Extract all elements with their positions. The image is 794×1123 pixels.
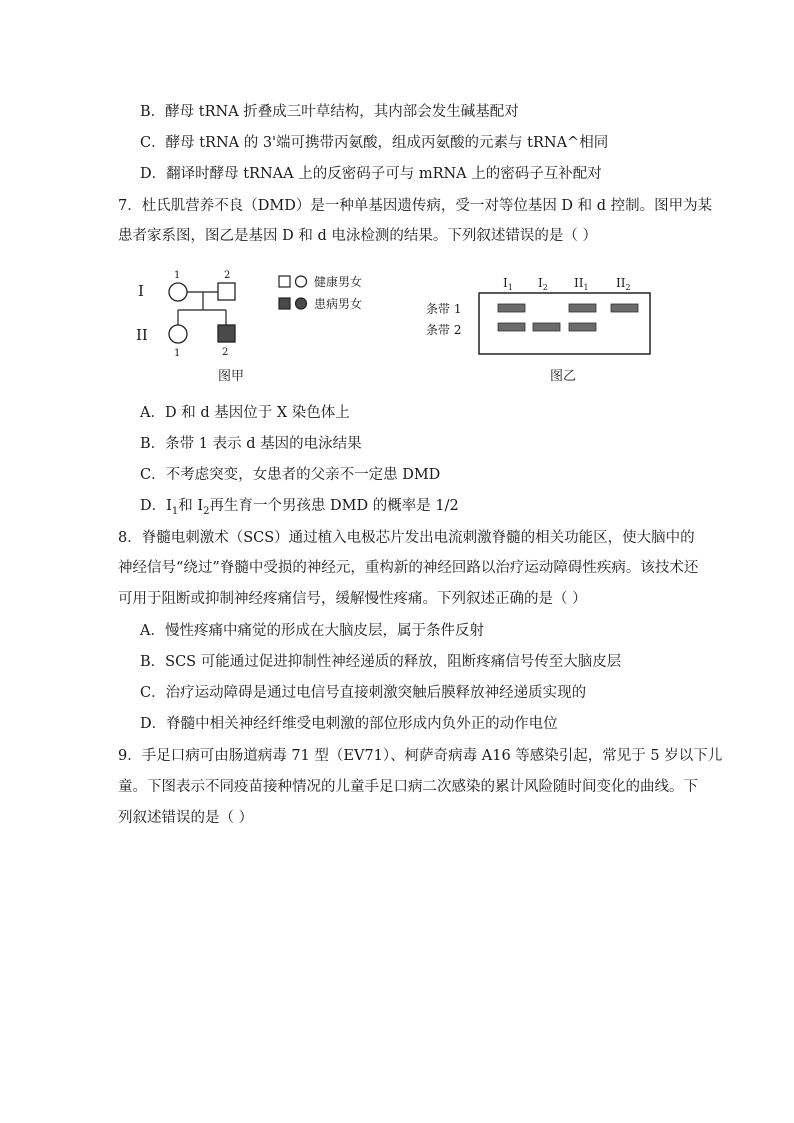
gel-lane-label: $I_1$ bbox=[503, 276, 513, 292]
pedigree-num-II2: 2 bbox=[222, 347, 229, 358]
q8-option-c: C．治疗运动障碍是通过电信号直接刺激突触后膜释放神经递质实现的 bbox=[140, 685, 587, 701]
pedigree-figure bbox=[130, 262, 380, 387]
band1-label: 条带 1 bbox=[426, 302, 462, 316]
q7-option-d-mid: 和 I bbox=[178, 498, 204, 514]
q8-option-a: A．慢性疼痛中痛觉的形成在大脑皮层，属于条件反射 bbox=[140, 623, 484, 639]
q7-option-b: B．条带 1 表示 d 基因的电泳结果 bbox=[140, 436, 362, 452]
q7-option-d-sub2: 2 bbox=[203, 505, 210, 517]
q7-option-d-prefix: D．I bbox=[140, 498, 172, 514]
pedigree-num-II1: 1 bbox=[174, 348, 181, 359]
legend-healthy-female-icon bbox=[296, 276, 307, 287]
gel-band-2 bbox=[498, 323, 525, 331]
q7-option-a: A．D 和 d 基因位于 X 染色体上 bbox=[140, 405, 350, 421]
gel-band-1 bbox=[611, 304, 638, 312]
q8-stem-line1: 8．脊髓电刺激术（SCS）通过植入电极芯片发出电流刺激脊髓的相关功能区，使大脑中的 bbox=[118, 530, 695, 546]
gel-figure bbox=[420, 268, 670, 386]
gel-lane-label: $I_2$ bbox=[538, 276, 548, 292]
q6-option-b: B．酵母 tRNA 折叠成三叶草结构，其内部会发生碱基配对 bbox=[140, 104, 519, 120]
band2-label: 条带 2 bbox=[426, 323, 462, 337]
gel-band-2 bbox=[569, 323, 596, 331]
generation-II-label: II bbox=[136, 326, 148, 344]
pedigree-II1-healthy-female bbox=[169, 325, 187, 343]
gel-lane-label: $II_1$ bbox=[574, 276, 589, 292]
legend-affected-female-icon bbox=[296, 298, 307, 309]
q8-stem-line3: 可用于阻断或抑制神经疼痛信号，缓解慢性疼痛。下列叙述正确的是（ ） bbox=[118, 591, 587, 607]
figure-a-caption: 图甲 bbox=[218, 369, 245, 384]
q7-option-d-suffix: 再生育一个男孩患 DMD 的概率是 1/2 bbox=[209, 498, 459, 514]
gel-band-1 bbox=[569, 304, 596, 312]
q7-option-d bbox=[140, 496, 459, 522]
q6-option-d: D．翻译时酵母 tRNAA 上的反密码子可与 mRNA 上的密码子互补配对 bbox=[140, 166, 602, 182]
gel-lane-subscript: 2 bbox=[625, 283, 631, 292]
q9-stem-line2: 童。下图表示不同疫苗接种情况的儿童手足口病二次感染的累计风险随时间变化的曲线。下 bbox=[118, 779, 698, 795]
q7-option-d-sub1: 1 bbox=[171, 505, 179, 517]
gel-lane-subscript: 1 bbox=[583, 283, 589, 292]
legend-healthy-male-icon bbox=[279, 276, 290, 287]
generation-I-label: I bbox=[138, 282, 144, 300]
gel-lane-label: $II_2$ bbox=[616, 276, 631, 292]
pedigree-num-I1: 1 bbox=[174, 270, 181, 281]
figure-b-caption: 图乙 bbox=[550, 369, 577, 384]
legend-healthy-label: 健康男女 bbox=[314, 275, 363, 289]
q7-option-c: C．不考虑突变，女患者的父亲不一定患 DMD bbox=[140, 467, 441, 483]
pedigree-II2-affected-male bbox=[218, 325, 235, 342]
q7-stem-line1: 7．杜氏肌营养不良（DMD）是一种单基因遗传病，受一对等位基因 D 和 d 控制。图甲为某 bbox=[118, 198, 713, 214]
legend-affected-label: 患病男女 bbox=[314, 297, 363, 311]
gel-band-2 bbox=[533, 323, 560, 331]
q7-stem-line2: 患者家系图，图乙是基因 D 和 d 电泳检测的结果。下列叙述错误的是（ ） bbox=[118, 228, 597, 244]
q8-stem-line2: 神经信号“绕过”脊髓中受损的神经元，重构新的神经回路以治疗运动障碍性疾病。该技术还 bbox=[118, 560, 699, 576]
pedigree-I2-healthy-male bbox=[218, 283, 235, 300]
q6-option-c: C．酵母 tRNA 的 3'端可携带丙氨酸，组成丙氨酸的元素与 tRNA^相同 bbox=[140, 135, 609, 151]
q9-stem-line1: 9．手足口病可由肠道病毒 71 型（EV71）、柯萨奇病毒 A16 等感染引起，常见于 5 岁以下儿 bbox=[118, 748, 723, 764]
gel-lane-subscript: 1 bbox=[507, 283, 513, 292]
q8-option-d: D．脊髓中相关神经纤维受电刺激的部位形成内负外正的动作电位 bbox=[140, 716, 558, 732]
pedigree-I1-healthy-female bbox=[169, 283, 187, 301]
pedigree-num-I2: 2 bbox=[224, 270, 231, 281]
q8-option-b: B．SCS 可能通过促进抑制性神经递质的释放，阻断疼痛信号传至大脑皮层 bbox=[140, 654, 622, 670]
q9-stem-line3: 列叙述错误的是（ ） bbox=[118, 810, 254, 826]
legend-affected-male-icon bbox=[279, 298, 290, 309]
gel-lane-subscript: 2 bbox=[542, 283, 548, 292]
gel-band-1 bbox=[498, 304, 525, 312]
